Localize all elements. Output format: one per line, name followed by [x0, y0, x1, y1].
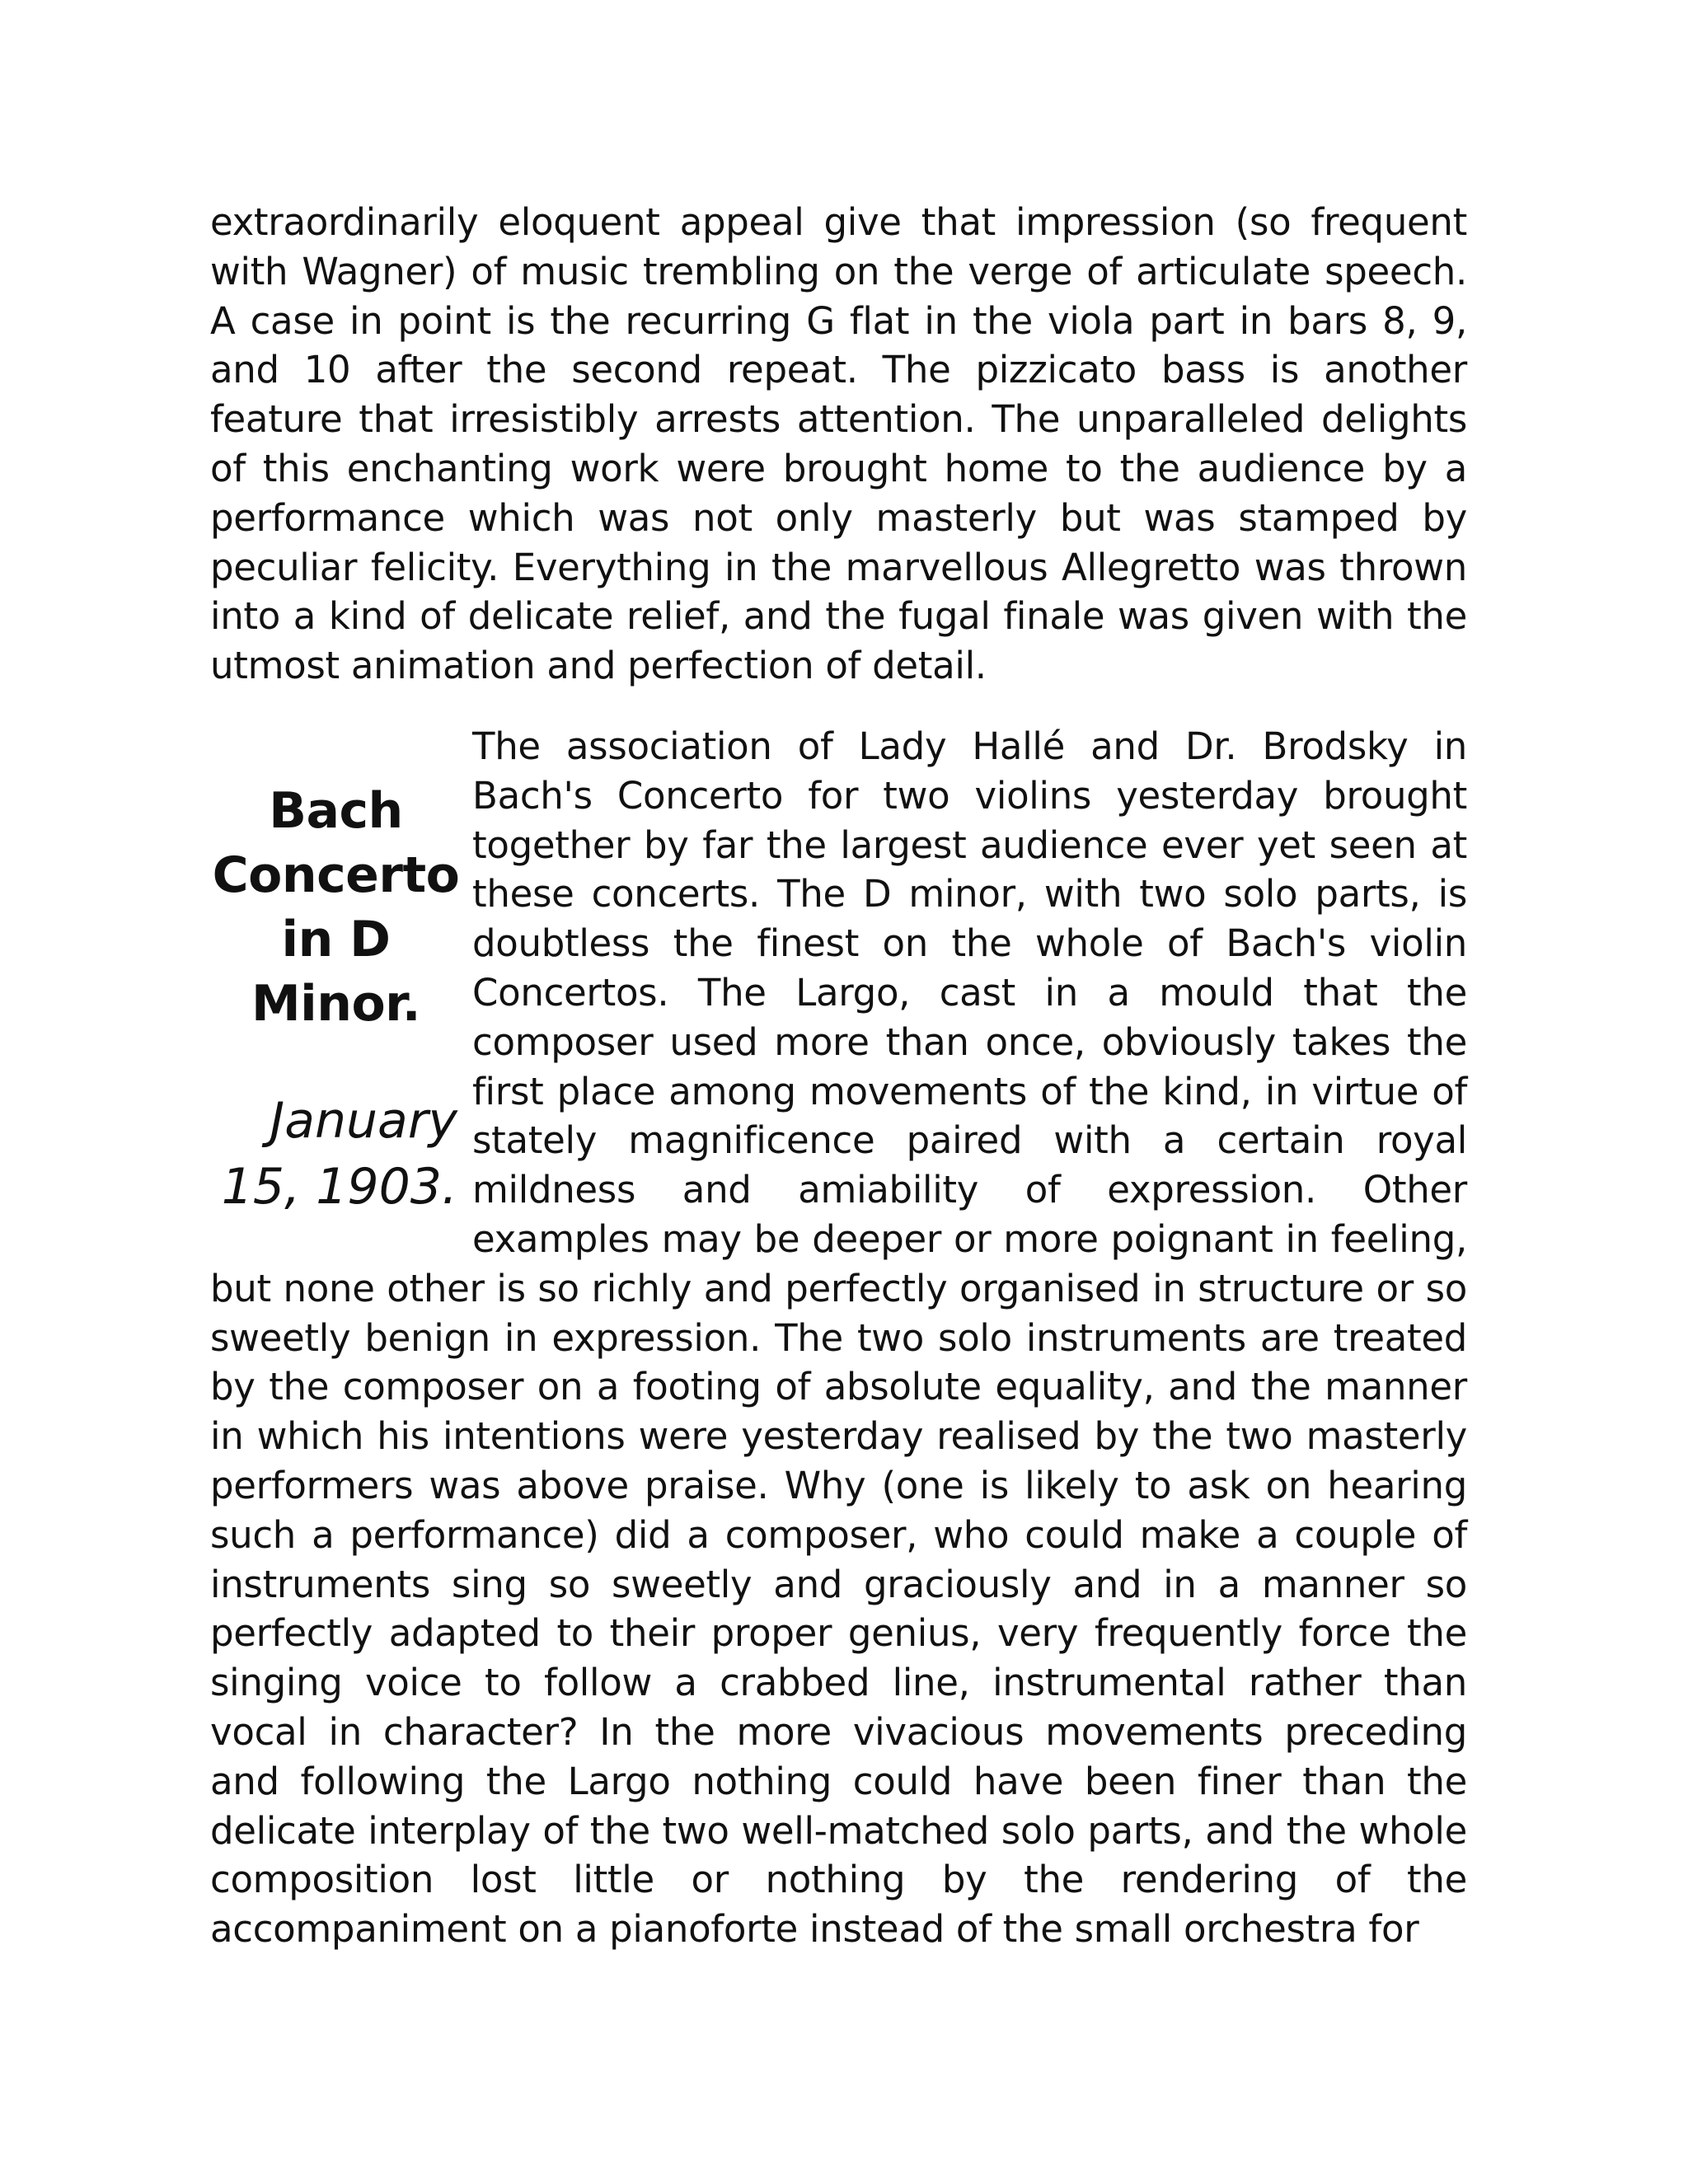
sidebar-spacer: [210, 722, 472, 1215]
section-body-container: [210, 722, 1467, 1954]
section-title: Bach Concerto in D Minor.: [212, 782, 460, 1033]
section-body: The association of Lady Hallé and Dr. Brodsky in Bach's Concerto for two violins yesterday brought together by far the largest audience ever yet seen at these concerts. The D minor, with two solo parts, is doubtless the finest on the whole of Bach's violin Concertos. The Largo, cast in a mould that the composer used more than once, obviously takes the first place among movements of the kind, in virtue of stately magnificence paired with a certain royal mildness and amiability of expression. Other examples may be deeper or more poignant in feeling, but none other is so richly and perfectly organised in structure or so sweetly benign in expression. The two solo instruments are treated by the composer on a footing of absolute equality, and the manner in which his intentions were yesterday realised by the two masterly performers was above praise. Why (one is likely to ask on hearing such a performance) did a composer, who could make a couple of instruments sing so sweetly and graciously and in a manner so perfectly adapted to their proper genius, very frequently force the singing voice to follow a crabbed line, instrumental rather than vocal in character? In the more vivacious movements preceding and following the Largo nothing could have been finer than the delicate interplay of the two well-matched solo parts, and the whole composition lost little or nothing by the rendering of the accompaniment on a pianoforte instead of the small orchestra for: [210, 724, 1467, 1952]
intro-paragraph: extraordinarily eloquent appeal give that impression (so frequent with Wagner) of music trembling on the verge of articulate speech. A case in point is the recurring G flat in the viola part in bars 8, 9, and 10 after the second repeat. The pizzicato bass is another feature that irresistibly arrests attention. The unparalleled delights of this enchanting work were brought home to the audience by a performance which was not only masterly but was stamped by peculiar felicity. Everything in the marvellous Allegretto was thrown into a kind of delicate relief, and the fugal finale was given with the utmost animation and perfection of detail.: [210, 200, 1467, 688]
section-date: January 15, 1903.: [221, 1092, 457, 1216]
